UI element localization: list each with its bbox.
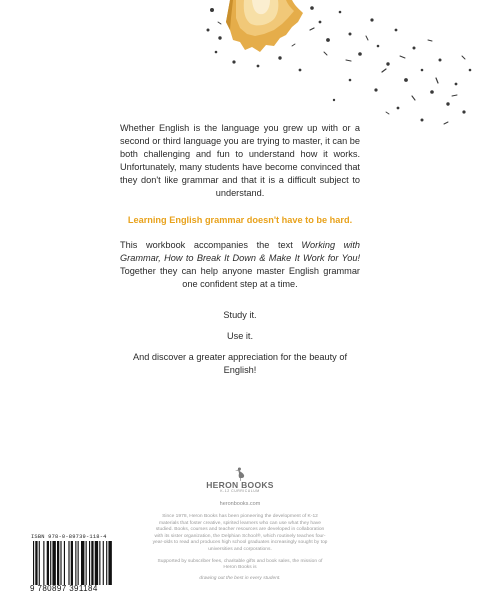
barcode-bar [95,541,98,585]
barcode-bar [33,541,34,585]
workbook-prefix: This workbook accompanies the text [120,240,302,250]
isbn-label: ISBN 978-0-89739-118-4 [31,534,107,540]
pencil-shavings-illustration [200,0,480,130]
barcode-bar [64,541,65,585]
barcode-bar [108,541,111,585]
barcode-bar [71,541,73,585]
book-title: Working with Grammar, How to Break It Down & Make It Work for You! [120,240,361,263]
back-cover-copy [120,122,360,377]
barcode-bar [50,541,51,585]
barcode-bar [78,541,79,585]
workbook-paragraph [120,239,360,291]
barcode-digits: 9 780897 391184 [30,584,98,593]
intro-paragraph: Whether English is the language you grew up with or a second or third language you are trying to master, it can be both challenging and fun to understand how it works. Unfortunately, many students have become convinced that they don't like grammar and that it is a difficult subject to understand. [120,123,360,198]
mission-paragraph: Supported by subscriber fees, charitable gifts and book sales, the mission of Heron Books is [157,558,323,571]
barcode-bar [89,541,90,585]
barcode-bar [57,541,59,585]
barcode-bar [81,541,84,585]
barcode-bar [68,541,69,585]
about-paragraph: Since 1978, Heron Books has been pioneering the development of K-12 materials that foster creative, spirited learners who can use what they have studied. Books, courses and teacher resources are developed in collaboration with its sister organization, the Delphian School®, which routinely teaches four-year-olds to read and produces high school graduates increasingly sought by top universities and corporations. [152,514,328,552]
isbn-barcode [33,541,113,585]
heron-bird-icon [232,467,248,481]
highlight-line: Learning English grammar doesn't have to be hard. [127,215,353,225]
barcode-bar [106,541,107,585]
closing-paragraph: And discover a greater appreciation for the beauty of English! [133,352,347,375]
barcode-bar [39,541,40,585]
barcode-bar [91,541,93,585]
use-line: Use it. [226,331,254,341]
barcode-bar [43,541,44,585]
barcode-bar [75,541,76,585]
pencil-shaving [226,0,303,52]
logo-tagline: K-12 CURRICULUM [220,489,260,493]
barcode-bar [47,541,49,585]
mission-tagline: drawing out the best in every student. [199,575,281,581]
barcode-bar [86,541,87,585]
publisher-logo [185,467,295,494]
barcode-bar [52,541,55,585]
barcode-bar [60,541,61,585]
website-url: heronbooks.com [219,501,261,507]
logo-name: HERON BOOKS [206,480,274,490]
publisher-about [152,514,328,582]
barcode-bar [99,541,100,585]
study-line: Study it. [223,310,257,320]
barcode-bar [103,541,104,585]
workbook-suffix: Together they can help anyone master English grammar one confident step at a time. [120,266,360,289]
barcode-bar [35,541,37,585]
